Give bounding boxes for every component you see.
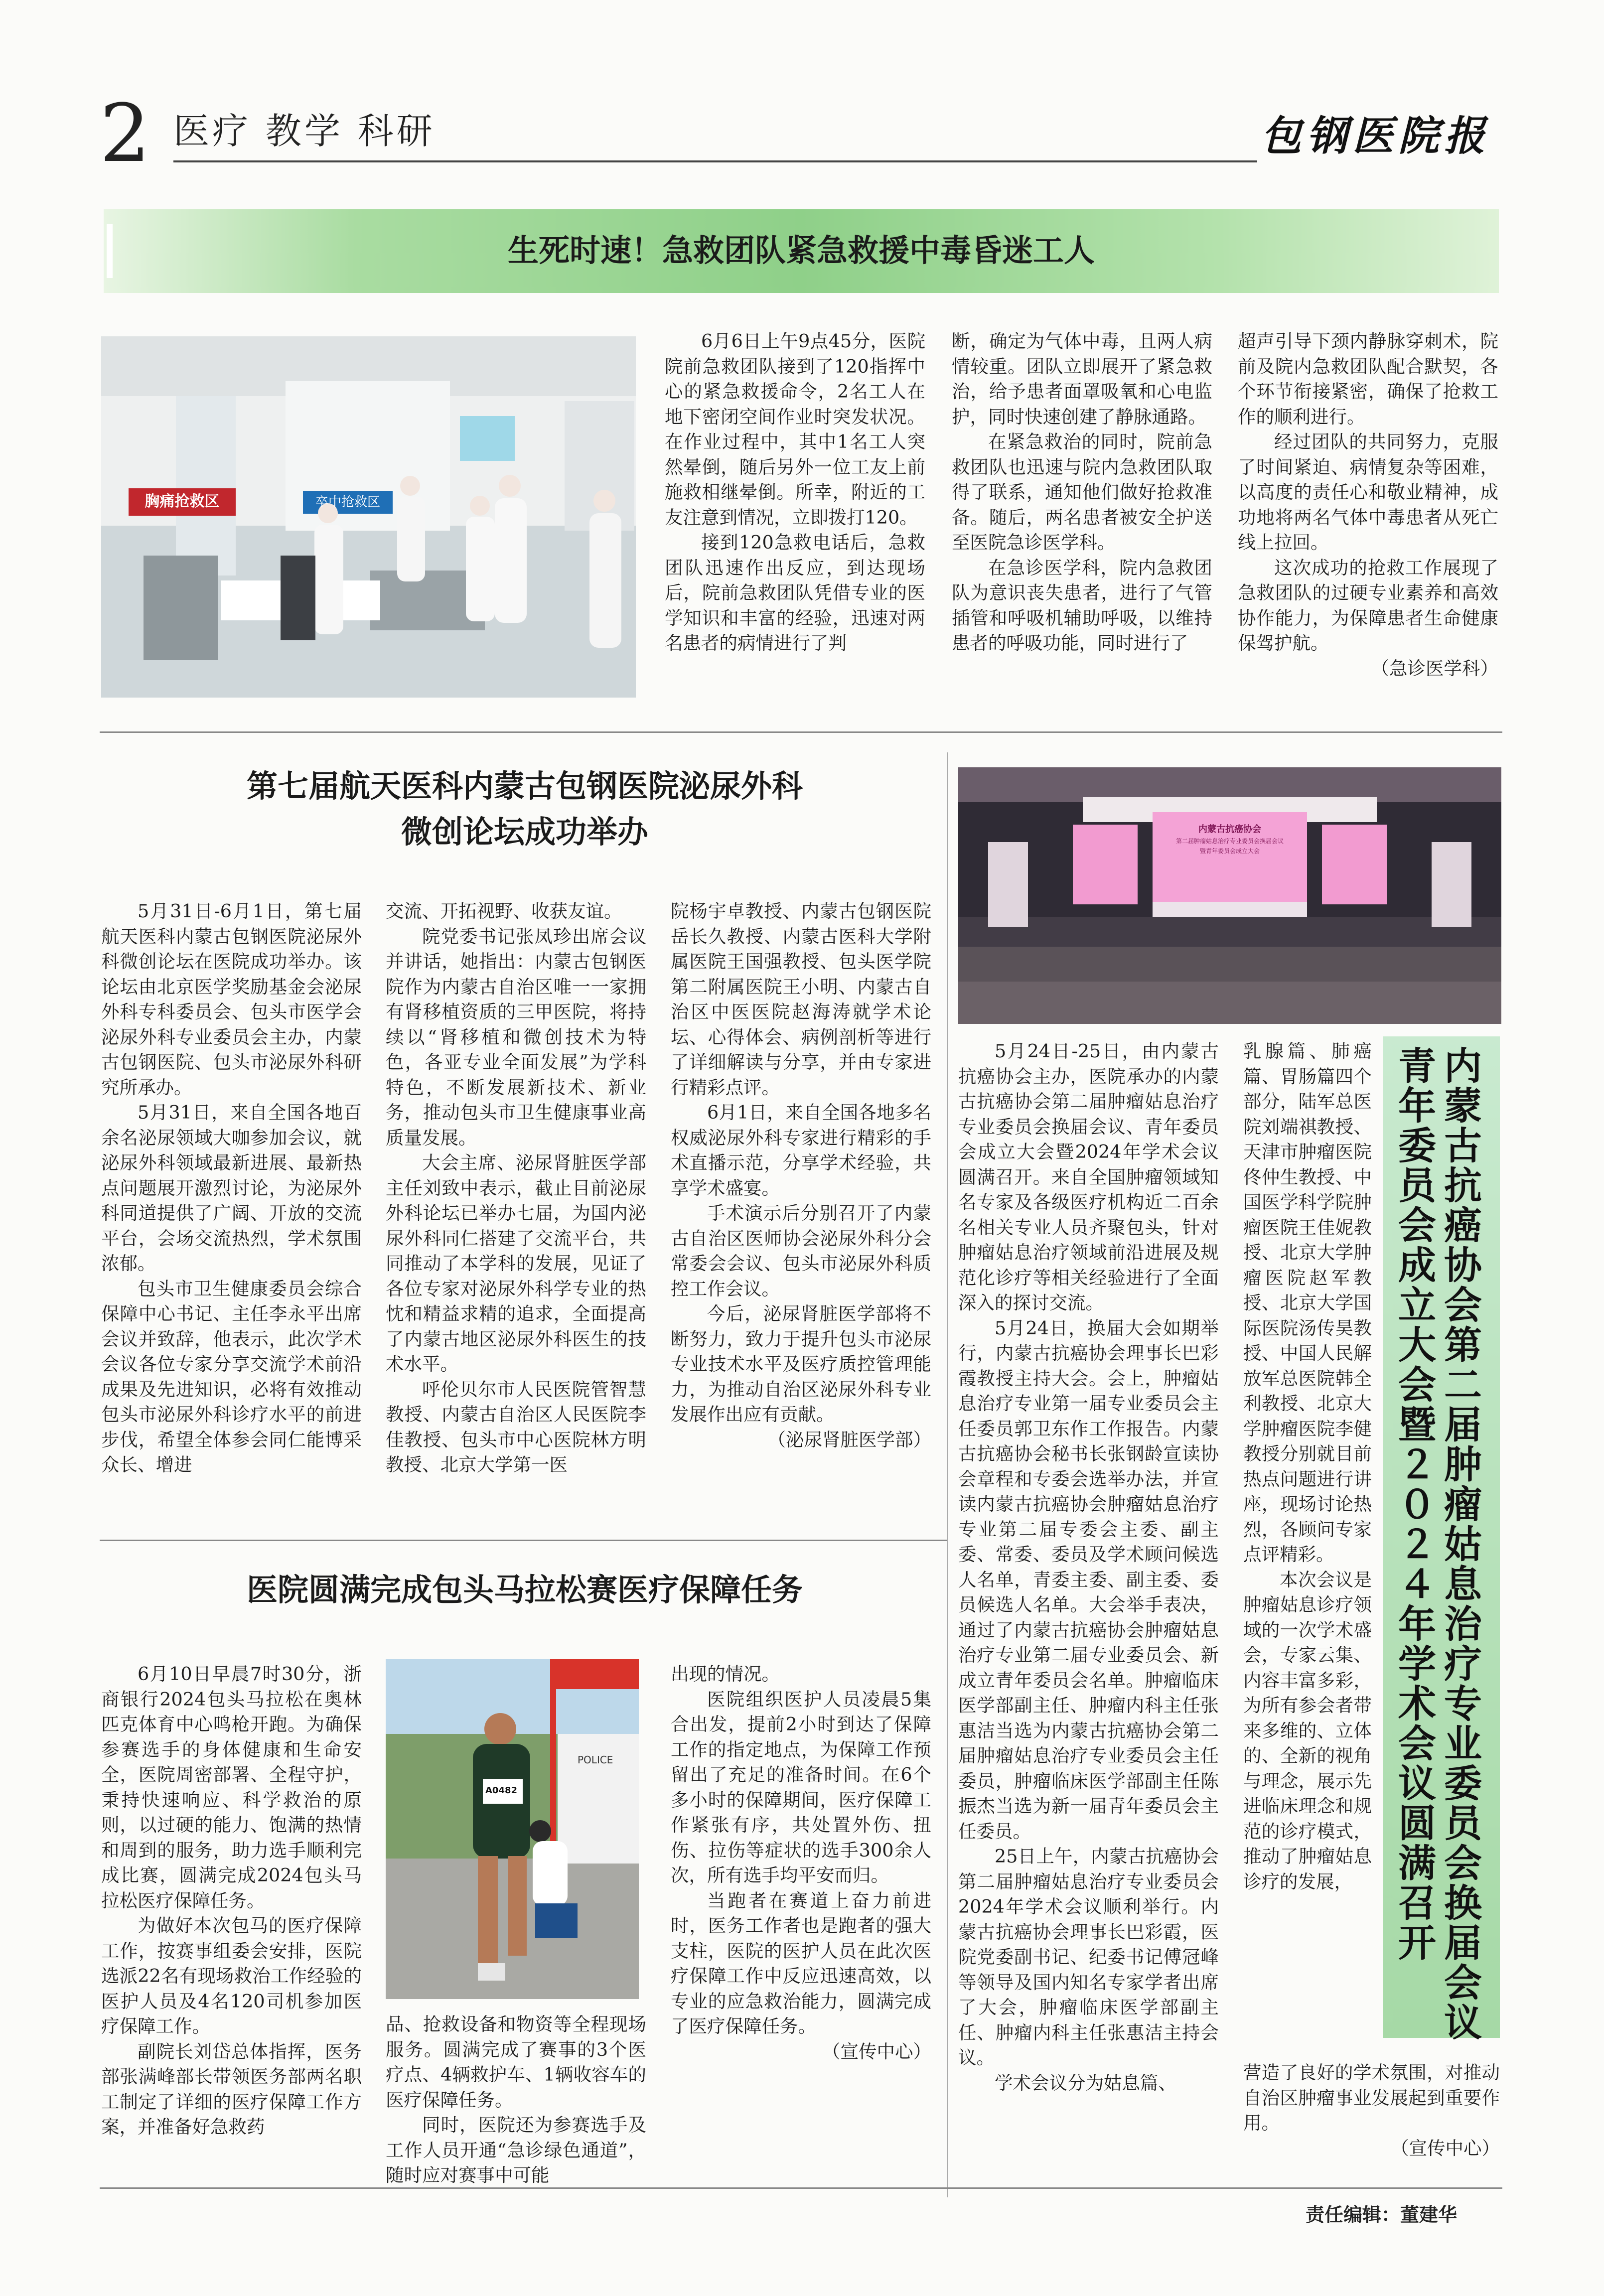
- footer-rule: [100, 2187, 1502, 2189]
- article1-col1: [665, 329, 925, 656]
- paragraph: 院杨宇卓教授、内蒙古包钢医院岳长久教授、内蒙古医科大学附属医院王国强教授、包头医学院第二附属医院王小明、内蒙古自治区中医医院赵海涛就学术论坛、心得体会、病例剖析等进行了详细解读与分享，并由专家进行精彩点评。: [671, 900, 931, 1098]
- paragraph: 断，确定为气体中毒，且两人病情较重。团队立即展开了紧急救治，给予患者面罩吸氧和心电监护，同时快速创建了静脉通路。: [952, 330, 1212, 428]
- paragraph: 25日上午，内蒙古抗癌协会第二届肿瘤姑息治疗专业委员会2024年学术会议顺利举行。内蒙古抗癌协会理事长巴彩霞，医院党委副书记、纪委书记傅冠峰等领导及国内知名专家学者出席了大会，肿瘤临床医学部副主任、肿瘤内科主任张惠洁主持会议。: [958, 1846, 1219, 2068]
- paragraph: 乳腺篇、肺癌篇、胃肠篇四个部分，陆军总医院刘端祺教授、天津市肿瘤医院佟仲生教授、中国医学科学院肿瘤医院王佳妮教授、北京大学肿瘤医院赵军教授、北京大学国际医院汤传昊教授、中国人民解放军总医院韩全利教授、北京大学肿瘤医院李健教授分别就目前热点问题进行讲座，现场讨论热烈，各顾问专家点评精彩。: [1243, 1040, 1372, 1565]
- paragraph: 大会主席、泌尿肾脏医学部主任刘致中表示，截止目前泌尿外科论坛已举办七届，为国内泌尿外科同仁搭建了交流平台，共同推动了本学科的发展，见证了各位专家对泌尿外科学专业的热忱和精益求精的追求，全面提高了内蒙古地区泌尿外科医生的技术水平。: [386, 1152, 646, 1375]
- paragraph: 在紧急救治的同时，院前急救团队也迅速与院内急救团队取得了联系，通知他们做好抢救准备。随后，两名患者被安全护送至医院急诊医学科。: [952, 431, 1212, 553]
- article2-col3: [671, 899, 931, 1452]
- article4-col2: [1243, 1039, 1372, 1894]
- paragraph: 交流、开拓视野、收获友谊。: [386, 900, 622, 922]
- paragraph: 在急诊医学科，院内急救团队为意识丧失患者，进行了气管插管和呼吸机辅助呼吸，以维持患者的呼吸功能，同时进行了: [952, 557, 1212, 654]
- vertical-divider: [947, 752, 948, 2197]
- article4-col1: [958, 1039, 1219, 2096]
- article4-signature: （宣传中心）: [1391, 2137, 1500, 2159]
- divider: [100, 1540, 947, 1541]
- screen-line: 内蒙古抗癌协会: [1198, 824, 1261, 835]
- paragraph: 5月24日，换届大会如期举行，内蒙古抗癌协会理事长巴彩霞教授主持大会。会上，肿瘤姑息治疗专业第一届专业委员会主任委员郭卫东作工作报告。内蒙古抗癌协会秘书长张钢龄宣读协会章程和专委会选举办法，并宣读内蒙古抗癌协会肿瘤姑息治疗专业第二届专委会主委、副主委、常委、委员及学术顾问候选人名单，青委主委、副主委、委员候选人名单。大会举手表决，通过了内蒙古抗癌协会肿瘤姑息治疗专业第二届专业委员会、新成立青年委员会名单。肿瘤临床医学部副主任、肿瘤内科主任张惠洁当选为内蒙古抗癌协会第二届肿瘤姑息治疗专业委员会主任委员，肿瘤临床医学部副主任陈振杰当选为新一届青年委员会主任委员。: [958, 1317, 1219, 1842]
- paragraph: 院党委书记张凤珍出席会议并讲话，她指出：内蒙古包钢医院作为内蒙古自治区唯一一家拥有肾移植资质的三甲医院，将持续以“肾移植和微创技术为特色，各亚专业全面发展”为学科特色，不断发展新技术、新业务，推动包头市卫生健康事业高质量发展。: [386, 925, 646, 1148]
- sign-chest-pain-area: 胸痛抢救区: [145, 493, 220, 510]
- screen-line: 第二届肿瘤姑息治疗专业委员会换届会议: [1175, 838, 1284, 845]
- article3-col2: [386, 2012, 646, 2188]
- paragraph: 副院长刘岱总体指挥，医务部张满峰部长带领医务部两名职工制定了详细的医疗保障工作方案，并准备好急救药: [101, 2040, 362, 2138]
- emergency-room-illustration: [101, 336, 636, 698]
- police-label: POLICE: [578, 1754, 613, 1766]
- article3-signature: （宣传中心）: [822, 2040, 931, 2062]
- article2-title-line2: 微创论坛成功举办: [401, 814, 648, 850]
- article4-vertical-title: [1383, 1036, 1500, 2045]
- bib-number: A0482: [485, 1785, 518, 1796]
- title-column-left: 青年委员会成立大会暨２０２４年学术会议圆满召开: [1398, 1044, 1436, 1965]
- article1-col3: [1238, 329, 1498, 681]
- paragraph: 这次成功的抢救工作展现了急救团队的过硬专业素养和高效协作能力，为保障患者生命健康保驾护航。: [1238, 557, 1498, 654]
- paragraph: 5月31日-6月1日，第七届航天医科内蒙古包钢医院泌尿外科微创论坛在医院成功举办。该论坛由北京医学奖励基金会泌尿外科专科委员会、包头市医学会泌尿外科专业委员会主办，内蒙古包钢医院、包头市泌尿外科研究所承办。: [101, 900, 362, 1098]
- paragraph: 6月6日上午9点45分，医院院前急救团队接到了120指挥中心的紧急救援命令，2名工人在地下密闭空间作业时突发状况。在作业过程中，其中1名工人突然晕倒，随后另外一位工友上前施救相继晕倒。所幸，附近的工友注意到情况，立即拨打120。: [665, 330, 925, 528]
- article3-col1: [101, 1662, 362, 2140]
- paragraph: 品、抢救设备和物资等全程现场服务。圆满完成了赛事的3个医疗点、4辆救护车、1辆收容车的医疗保障任务。: [386, 2013, 646, 2111]
- article3-col3: [671, 1662, 931, 2064]
- article1-title: 生死时速！急救团队紧急救援中毒昏迷工人: [507, 232, 1095, 269]
- editor-credit: 责任编辑：董建华: [1306, 2204, 1458, 2226]
- article4-photo: [958, 767, 1501, 1024]
- article3-photo: [386, 1659, 639, 1999]
- article4-col2-wide: [1243, 2060, 1500, 2161]
- divider: [100, 731, 1502, 733]
- header-rule: [173, 160, 1257, 162]
- paragraph: 5月24日-25日，由内蒙古抗癌协会主办，医院承办的内蒙古抗癌协会第二届肿瘤姑息治疗专业委员会换届会议、青年委员会成立大会暨2024年学术会议圆满召开。来自全国肿瘤领域知名专家及各级医疗机构近二百余名相关专业人员齐聚包头，针对肿瘤姑息治疗领域前沿进展及规范化诊疗等相关经验进行了全面深入的探讨交流。: [958, 1040, 1219, 1313]
- article2-col1: [101, 899, 362, 1478]
- masthead: 包钢医院报: [1261, 113, 1490, 160]
- paragraph: 同时，医院还为参赛选手及工作人员开通“急诊绿色通道”，随时应对赛事中可能: [386, 2114, 646, 2186]
- article1-photo: [101, 336, 636, 698]
- marathon-illustration: [386, 1659, 639, 1999]
- article3-title: 医院圆满完成包头马拉松赛医疗保障任务: [246, 1572, 803, 1608]
- screen-line: 暨青年委员会成立大会: [1199, 848, 1260, 855]
- paragraph: 营造了良好的学术氛围，对推动自治区肿瘤事业发展起到重要作用。: [1243, 2062, 1500, 2134]
- paragraph: 手术演示后分别召开了内蒙古自治区医师协会泌尿外科分会常委会会议、包头市泌尿外科质控工作会议。: [671, 1202, 931, 1299]
- article2-title-line1: 第七届航天医科内蒙古包钢医院泌尿外科: [246, 768, 803, 804]
- paragraph: 呼伦贝尔市人民医院管智慧教授、内蒙古自治区人民医院李佳教授、包头市中心医院林方明教授、北京大学第一医: [386, 1378, 646, 1475]
- paragraph: 出现的情况。: [671, 1663, 780, 1685]
- paragraph: 学术会议分为姑息篇、: [995, 2072, 1176, 2094]
- paragraph: 6月10日早晨7时30分，浙商银行2024包头马拉松在奥林匹克体育中心鸣枪开跑。为确保参赛选手的身体健康和生命安全，医院周密部署、全程守护，秉持快速响应、科学救治的原则，以过硬的能力、饱满的热情和周到的服务，助力选手顺利完成比赛，圆满完成2024包头马拉松医疗保障任务。: [101, 1663, 362, 1911]
- conference-illustration: [958, 767, 1501, 1024]
- paragraph: 5月31日，来自全国各地百余名泌尿领域大咖参加会议，就泌尿外科领域最新进展、最新热点问题展开激烈讨论，为泌尿外科同道提供了广阔、开放的交流平台，会场交流热烈，学术氛围浓郁。: [101, 1102, 362, 1274]
- title-column-right: 内蒙古抗癌协会第二届肿瘤姑息治疗专业委员会换届会议: [1444, 1044, 1482, 2045]
- paragraph: 接到120急救电话后，急救团队迅速作出反应，到达现场后，院前急救团队凭借专业的医学知识和丰富的经验，迅速对两名患者的病情进行了判: [665, 532, 925, 654]
- article1-col2: [952, 329, 1212, 656]
- article2-col2: [386, 899, 646, 1478]
- page-number: 2: [100, 87, 150, 180]
- paragraph: 6月1日，来自全国各地多名权威泌尿外科专家进行精彩的手术直播示范，分享学术经验，共享学术盛宴。: [671, 1102, 931, 1199]
- article1-signature: （急诊医学科）: [1371, 657, 1498, 679]
- paragraph: 今后，泌尿肾脏医学部将不断努力，致力于提升包头市泌尿专业技术水平及医疗质控管理能力，为推动自治区泌尿外科专业发展作出应有贡献。: [671, 1303, 931, 1425]
- paragraph: 超声引导下颈内静脉穿刺术，院前及院内急救团队配合默契，各个环节衔接紧密，确保了抢救工作的顺利进行。: [1238, 330, 1498, 428]
- article2-signature: （泌尿肾脏医学部）: [767, 1429, 931, 1450]
- paragraph: 本次会议是肿瘤姑息诊疗领域的一次学术盛会，专家云集、内容丰富多彩，为所有参会者带来多维的、立体的、全新的视角与理念，展示先进临床理念和规范的诊疗模式，推动了肿瘤姑息诊疗的发展，: [1243, 1569, 1372, 1892]
- paragraph: 为做好本次包马的医疗保障工作，按赛事组委会安排，医院选派22名有现场救治工作经验的医护人员及4名120司机参加医疗保障工作。: [101, 1915, 362, 2037]
- paragraph: 医院组织医护人员凌晨5集合出发，提前2小时到达了保障工作的指定地点，为保障工作预留出了充足的准备时间。在6个多小时的保障期间，医疗保障工作紧张有序，共处置外伤、扭伤、拉伤等症状的选手300余人次，所有选手均平安而归。: [671, 1688, 931, 1886]
- section-title: 医疗 教学 科研: [173, 110, 436, 152]
- paragraph: 包头市卫生健康委员会综合保障中心书记、主任李永平出席会议并致辞，他表示，此次学术会议各位专家分享交流学术前沿成果及先进知识，必将有效推动包头市泌尿外科诊疗水平的前进步伐，希望全体参会同仁能博采众长、增进: [101, 1278, 362, 1475]
- paragraph: 经过团队的共同努力，克服了时间紧迫、病情复杂等困难，以高度的责任心和敬业精神，成功地将两名气体中毒患者从死亡线上拉回。: [1238, 431, 1498, 553]
- paragraph: 当跑者在赛道上奋力前进时，医务工作者也是跑者的强大支柱，医院的医护人员在此次医疗保障工作中反应迅速高效，以专业的应急救治能力，圆满完成了医疗保障任务。: [671, 1889, 931, 2037]
- screen-title: [1153, 823, 1307, 856]
- sign-stroke-area: 卒中抢救区: [315, 495, 380, 510]
